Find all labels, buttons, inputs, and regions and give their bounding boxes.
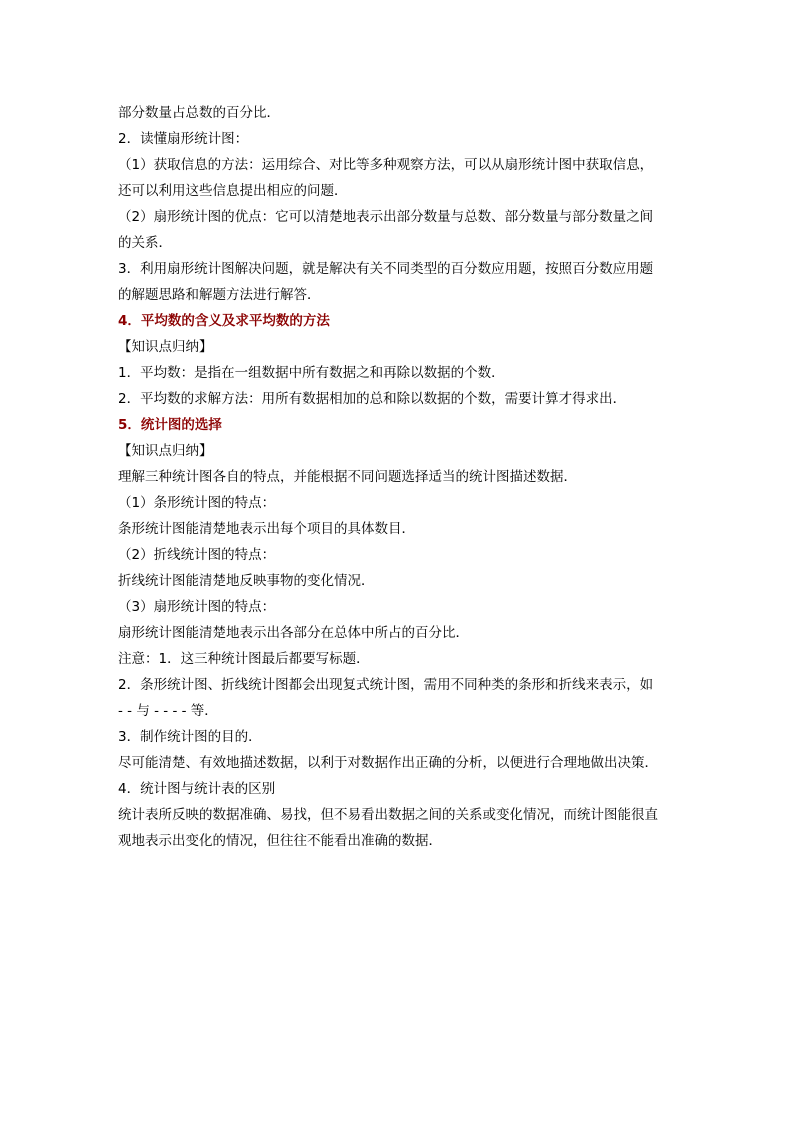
text-line: 尽可能清楚、有效地描述数据，以利于对数据作出正确的分析，以便进行合理地做出决策． bbox=[118, 755, 658, 771]
text-line: （2）扇形统计图的优点：它可以清楚地表示出部分数量与总数、部分数量与部分数量之间 bbox=[118, 209, 654, 225]
text-line: 1．平均数：是指在一组数据中所有数据之和再除以数据的个数． bbox=[118, 365, 505, 381]
text-line: 3．制作统计图的目的． bbox=[118, 729, 262, 745]
section-heading: 4．平均数的含义及求平均数的方法 bbox=[118, 313, 330, 329]
text-line: （1）获取信息的方法：运用综合、对比等多种观察方法，可以从扇形统计图中获取信息， bbox=[118, 157, 654, 173]
text-line: 2．读懂扇形统计图： bbox=[118, 131, 249, 147]
text-line: 条形统计图能清楚地表示出每个项目的具体数目． bbox=[118, 521, 415, 537]
text-line: （2）折线统计图的特点： bbox=[118, 547, 276, 563]
text-line: 2．条形统计图、折线统计图都会出现复式统计图，需用不同种类的条形和折线来表示，如 bbox=[118, 677, 654, 693]
text-line: 理解三种统计图各自的特点，并能根据不同问题选择适当的统计图描述数据． bbox=[118, 469, 577, 485]
text-line: 【知识点归纳】 bbox=[118, 339, 213, 355]
text-line: 折线统计图能清楚地反映事物的变化情况． bbox=[118, 573, 375, 589]
text-line: （3）扇形统计图的特点： bbox=[118, 599, 276, 615]
text-line: 3．利用扇形统计图解决问题，就是解决有关不同类型的百分数应用题，按照百分数应用题 bbox=[118, 261, 654, 277]
text-line: 部分数量占总数的百分比． bbox=[118, 105, 280, 121]
text-line: 【知识点归纳】 bbox=[118, 443, 213, 459]
text-line: 4．统计图与统计表的区别 bbox=[118, 781, 276, 797]
text-line: 注意：1．这三种统计图最后都要写标题． bbox=[118, 651, 370, 667]
text-line: 统计表所反映的数据准确、易找，但不易看出数据之间的关系或变化情况，而统计图能很直 bbox=[118, 807, 658, 823]
text-line: 观地表示出变化的情况，但往往不能看出准确的数据． bbox=[118, 833, 442, 849]
text-line: 的解题思路和解题方法进行解答． bbox=[118, 287, 321, 303]
text-line: 2．平均数的求解方法：用所有数据相加的总和除以数据的个数，需要计算才得求出． bbox=[118, 391, 627, 407]
text-line: （1）条形统计图的特点： bbox=[118, 495, 276, 511]
text-line: - - 与 - - - - 等． bbox=[118, 703, 218, 719]
section-heading: 5．统计图的选择 bbox=[118, 417, 222, 433]
text-line: 的关系． bbox=[118, 235, 172, 251]
text-line: 扇形统计图能清楚地表示出各部分在总体中所占的百分比． bbox=[118, 625, 469, 641]
text-line: 还可以利用这些信息提出相应的问题． bbox=[118, 183, 348, 199]
document-body bbox=[118, 100, 678, 854]
